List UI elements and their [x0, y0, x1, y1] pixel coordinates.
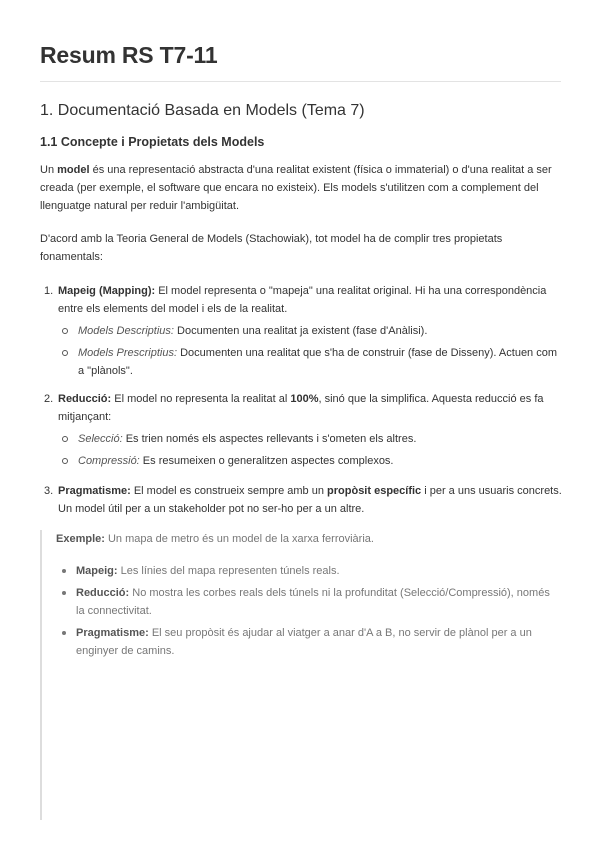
example-blockquote	[40, 530, 567, 820]
property-pragmatisme: 3. Pragmatisme: El model es construeix sempre amb un propòsit específic i per a uns usuaris concrets. Un model útil per a un stakeholder pot no ser-ho per a un altre.	[40, 482, 565, 518]
property-list-2	[40, 390, 565, 470]
list-item: Pragmatisme: El seu propòsit és ajudar al viatger a anar d'A a B, no servir de plànol per a un enginyer de camins.	[56, 624, 561, 660]
property-sublist	[58, 322, 565, 380]
property-term: Reducció:	[58, 393, 112, 405]
list-number: 2.	[44, 393, 54, 405]
list-number: 3.	[44, 485, 54, 497]
document-title: Resum RS T7-11	[40, 42, 218, 68]
example-content: Exemple: Un mapa de metro és un model de la xarxa ferroviària. Mapeig: Les línies del mapa representen túnels reals. Reducció: No mostra les corbes reals dels túnels ni la profunditat (Selecció/Compressió), només la connectivitat. Pragmatisme: El seu propòsit és ajudar al viatger a anar d'A a B, no servir de plànol per a un enginyer de camins.	[56, 530, 561, 660]
bullet-icon	[62, 591, 66, 595]
property-reduccio: 2. Reducció: El model no representa la realitat al 100%, sinó que la simplifica. Aquesta reducció es fa mitjançant: Selecció: Es trien només els aspectes rellevants i s'ometen els altres. Compressió: Es resumeixen o generalitzen aspectes complexos.	[40, 390, 565, 470]
example-label: Exemple:	[56, 533, 105, 545]
bullet-icon	[62, 569, 66, 573]
subsection-heading: 1.1 Concepte i Propietats dels Models	[40, 135, 265, 149]
example-list	[56, 562, 561, 660]
list-item: Models Descriptius: Documenten una realitat ja existent (fase d'Anàlisi).	[58, 322, 565, 340]
title-divider	[40, 81, 561, 82]
property-list-3	[40, 482, 565, 518]
bullet-icon	[62, 458, 68, 464]
list-number: 1.	[44, 285, 54, 297]
section-heading: 1. Documentació Basada en Models (Tema 7)	[40, 102, 365, 119]
property-term: Mapeig (Mapping):	[58, 285, 156, 297]
stachowiak-paragraph: D'acord amb la Teoria General de Models (Stachowiak), tot model ha de complir tres propietats fonamentals:	[40, 233, 503, 263]
list-item: Models Prescriptius: Documenten una realitat que s'ha de construir (fase de Disseny). Actuen com a "plànols".	[58, 344, 565, 380]
bullet-icon	[62, 328, 68, 334]
property-mapeig: 1. Mapeig (Mapping): El model representa o "mapeja" una realitat original. Hi ha una correspondència entre els elements del model i els de la realitat. Models Descriptius: Documenten una realitat ja existent (fase d'Anàlisi). Models Prescriptius: Documenten una realitat que s'ha de construir (fase de Disseny). Actuen com a "plànols".	[40, 282, 565, 380]
property-sublist	[58, 430, 565, 470]
list-item: Selecció: Es trien només els aspectes rellevants i s'ometen els altres.	[58, 430, 565, 448]
list-item: Mapeig: Les línies del mapa representen túnels reals.	[56, 562, 561, 580]
list-item: Reducció: No mostra les corbes reals dels túnels ni la profunditat (Selecció/Compressió), només la connectivitat.	[56, 584, 561, 620]
bullet-icon	[62, 436, 68, 442]
list-item: Compressió: Es resumeixen o generalitzen aspectes complexos.	[58, 452, 565, 470]
bullet-icon	[62, 631, 66, 635]
bullet-icon	[62, 350, 68, 356]
property-term: Pragmatisme:	[58, 485, 131, 497]
intro-paragraph: Un model és una representació abstracta d'una realitat existent (física o immaterial) o d'una realitat a ser creada (per exemple, el software que encara no existeix). Els models s'utilitzen com a complement del llenguatge natural per reduir l'ambigüitat.	[40, 164, 552, 212]
property-list-1	[40, 282, 565, 380]
model-term: model	[57, 164, 90, 176]
